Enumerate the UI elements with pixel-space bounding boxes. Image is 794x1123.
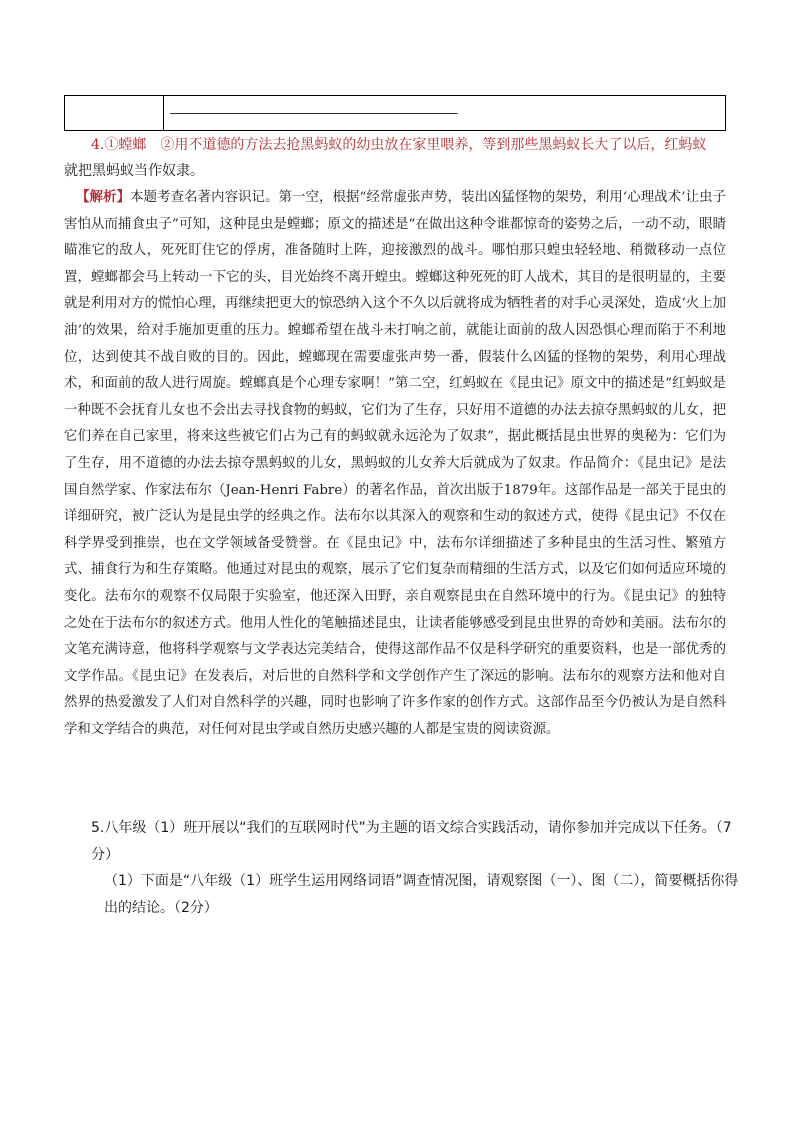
- analysis-paragraph: [64, 184, 726, 743]
- analysis-text: 本题考查名著内容识记。第一空，根据“经常虚张声势，装出凶猛怪物的架势，利用‘心理战术’让虫子害怕从而捕食虫子”可知，这种昆虫是螳螂；原文的描述是“在做出这种令谁都惊奇的姿势之后，一动不动，眼睛瞄准它的敌人，死死盯住它的俘虏，准备随时上阵，迎接激烈的战斗。哪怕那只蝗虫轻轻地、稍微移动一点位置，螳螂都会马上转动一下它的头，目光始终不离开蝗虫。螳螂这种死死的盯人战术，其目的是很明显的，主要就是利用对方的慌怕心理，再继续把更大的惊恐纳入这个不久以后就将成为牺牲者的对手心灵深处，造成‘火上加油’的效果，给对手施加更重的压力。螳螂希望在战斗未打响之前，就能让面前的敌人因恐惧心理而陷于不利地位，达到使其不战自败的目的。因此，螳螂现在需要虚张声势一番，假装什么凶猛的怪物的架势，利用心理战术，和面前的敌人进行周旋。螳螂真是个心理专家啊！”第二空，红蚂蚁在《昆虫记》原文中的描述是“红蚂蚁是一种既不会抚育儿女也不会出去寻找食物的蚂蚁，它们为了生存，只好用不道德的办法去掠夺黑蚂蚁的儿女，把它们养在自己家里，将来这些被它们占为己有的蚂蚁就永远沦为了奴隶”，据此概括昆虫世界的奥秘为：它们为了生存，用不道德的办法去掠夺黑蚂蚁的儿女，黑蚂蚁的儿女养大后就成为了奴隶。作品简介：《昆虫记》是法国自然学家、作家法布尔（Jean-Henri Fabre）的著名作品，首次出版于1879年。这部作品是一部关于昆虫的详细研究，被广泛认为是昆虫学的经典之作。法布尔以其深入的观察和生动的叙述方式，使得《昆虫记》不仅在科学界受到推崇，也在文学领域备受赞誉。在《昆虫记》中，法布尔详细描述了多种昆虫的生活习性、繁殖方式、捕食行为和生存策略。他通过对昆虫的观察，展示了它们复杂而精细的生活方式，以及它们如何适应环境的变化。法布尔的观察不仅局限于实验室，他还深入田野，亲自观察昆虫在自然环境中的行为。《昆虫记》的独特之处在于法布尔的叙述方式。他用人性化的笔触描述昆虫，让读者能够感受到昆虫世界的奇妙和美丽。法布尔的文笔充满诗意，他将科学观察与文学表达完美结合，使得这部作品不仅是科学研究的重要资料，也是一部优秀的文学作品。《昆虫记》在发表后，对后世的自然科学和文学创作产生了深远的影响。法布尔的观察方法和他对自然界的热爱激发了人们对自然科学的兴趣，同时也影响了许多作家的创作方式。这部作品至今仍被认为是自然科学和文学结合的典范，对任何对昆虫学或自然历史感兴趣的人都是宝贵的阅读资源。: [64, 190, 726, 737]
- table-left-cell: [65, 96, 164, 130]
- question-5-sub-1-text: （1）下面是“八年级（1）班学生运用网络词语”调查情况图，请观察图（一）、图（二），简要概括你得出的结论。（2分）: [104, 873, 739, 916]
- analysis-tag: 【解析】: [76, 189, 131, 205]
- answer-4-line-1: 4.①螳螂 ②用不道德的方法去抢黑蚂蚁的幼虫放在家里喂养，等到那些黑蚂蚁长大了以后，红蚂蚁: [91, 137, 707, 153]
- question-5-sub-1: [64, 868, 744, 922]
- question-5-stem: 5.八年级（1）班开展以“我们的互联网时代”为主题的语文综合实践活动，请你参加并完成以下任务。（7分）: [91, 820, 732, 863]
- question-5: [64, 815, 744, 869]
- answer-4: [64, 132, 726, 184]
- answer-4-line-2: 就把黑蚂蚁当作奴隶。: [64, 163, 204, 179]
- table-right-cell-answer-line: ——————————————————————————————————————————: [170, 106, 457, 121]
- answer-table-fragment: [64, 95, 726, 131]
